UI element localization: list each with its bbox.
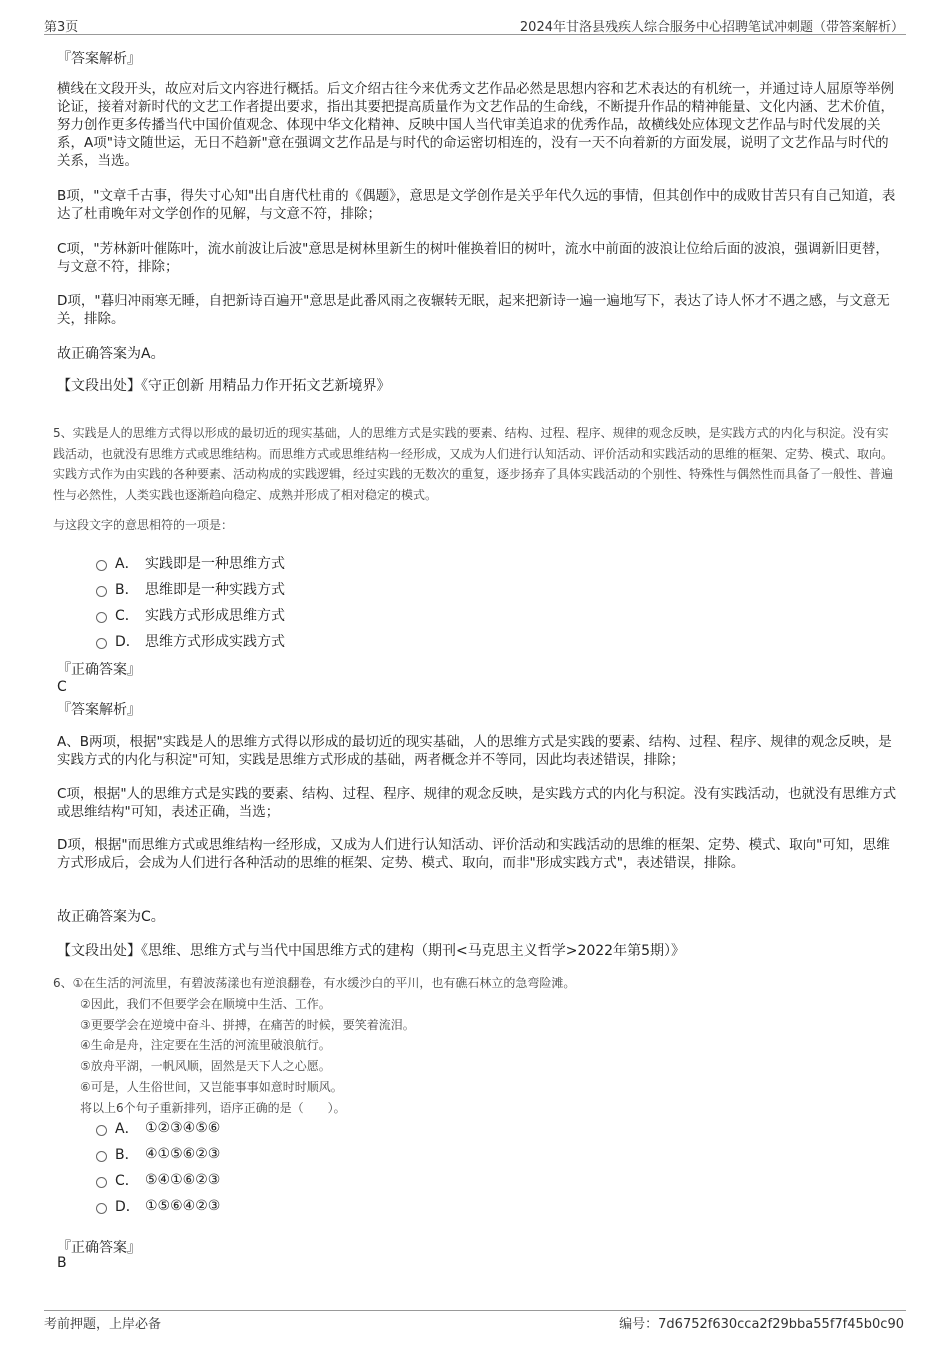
q6-sentence-6: ⑥可是，人生俗世间，又岂能事事如意时时顺风。 (80, 1080, 343, 1094)
q6-option-b[interactable] (96, 1144, 220, 1164)
page-number: 第3页 (44, 20, 79, 35)
q6-option-a[interactable] (96, 1118, 220, 1138)
paragraph: C项，"芳林新叶催陈叶，流水前波让后波"意思是树林里新生的树叶催换着旧的树叶，流水中前面的波浪让位给后面的波浪，强调新旧更替，与文意不符，排除； (57, 241, 889, 275)
q5-option-b[interactable] (96, 579, 285, 599)
paragraph: D项，根据"而思维方式或思维结构一经形成，又成为人们进行认知活动、评价活动和实践活动的思维的框架、定势、模式、取向"可知，思维方式形成后，会成为人们进行各种活动的思维的框架、定势、模式、取向，而非"形成实践方式"，表述错误，排除。 (57, 837, 890, 871)
radio-icon[interactable] (96, 586, 107, 597)
radio-icon[interactable] (96, 1125, 107, 1136)
option-letter: C． (115, 1173, 139, 1189)
radio-icon[interactable] (96, 1151, 107, 1162)
radio-icon[interactable] (96, 1177, 107, 1188)
q5-option-c[interactable] (96, 605, 285, 625)
q4-analysis-p2 (57, 187, 897, 223)
q4-analysis-p1 (57, 80, 897, 170)
q4-analysis-p3 (57, 240, 897, 276)
q4-analysis-label: 『答案解析』 (57, 51, 141, 67)
footer-divider (44, 1310, 906, 1311)
document-title: 2024年甘洛县残疾人综合服务中心招聘笔试冲刺题（带答案解析） (519, 20, 904, 35)
q6-sentence-1: 6、①在生活的河流里，有碧波荡漾也有逆浪翻卷，有水缓沙白的平川，也有礁石林立的急弯险滩。 (53, 976, 576, 990)
radio-icon[interactable] (96, 1203, 107, 1214)
footer-slogan: 考前押题，上岸必备 (44, 1317, 162, 1332)
option-text: 思维即是一种实践方式 (145, 582, 285, 598)
document-code: 编号：7d6752f630cca2f29bba55f7f45b0c90 (619, 1317, 904, 1332)
paragraph: 横线在文段开头，故应对后文内容进行概括。后文介绍古往今来优秀文艺作品必然是思想内容和艺术表达的有机统一，并通过诗人屈原等举例论证，接着对新时代的文艺工作者提出要求，指出其要把提高质量作为文艺作品的生命线，不断提升作品的精神能量、文化内涵、艺术价值，努力创作更多传播当代中国价值观念、体现中华文化精神、反映中国人当代审美追求的优秀作品，故横线处应体现文艺作品与时代发展的关系，A项"诗文随世运，无日不趋新"意在强调文艺作品是与时代的命运密切相连的，没有一天不向着新的方面发展，说明了文艺作品与时代的关系，当选。 (57, 81, 894, 169)
option-letter: B． (115, 582, 139, 598)
q5-conclusion: 故正确答案为C。 (57, 909, 165, 925)
header-divider (44, 34, 906, 35)
option-text: 思维方式形成实践方式 (145, 634, 285, 650)
option-text: ⑤④①⑥②③ (145, 1172, 221, 1188)
option-text: ①⑤⑥④②③ (145, 1198, 221, 1214)
option-letter: D． (115, 634, 140, 650)
option-letter: B． (115, 1147, 139, 1163)
q5-source: 【文段出处】《思维、思维方式与当代中国思维方式的建构（期刊<马克思主义哲学>2022年第5期）》 (57, 943, 685, 959)
q5-answer-label: 『正确答案』 (57, 662, 141, 678)
paragraph: A、B两项，根据"实践是人的思维方式得以形成的最切近的现实基础，人的思维方式是实践的要素、结构、过程、程序、规律的观念反映，是实践方式的内化与积淀"可知，实践是思维方式形成的基础，两者概念并不等同，因此均表述错误，排除； (57, 734, 892, 768)
option-text: ④①⑤⑥②③ (145, 1146, 221, 1162)
q5-answer: C (57, 679, 67, 695)
q5-analysis-p2 (57, 785, 897, 821)
q5-analysis-p3 (57, 836, 897, 872)
q6-answer: B (57, 1255, 67, 1271)
option-letter: C． (115, 608, 139, 624)
option-text: ①②③④⑤⑥ (145, 1120, 221, 1136)
q4-analysis-p4 (57, 292, 897, 328)
q6-sentence-3: ③更要学会在逆境中奋斗、拼搏，在痛苦的时候，要笑着流泪。 (80, 1018, 415, 1032)
option-text: 实践方式形成思维方式 (145, 608, 285, 624)
q4-source: 【文段出处】《守正创新 用精品力作开拓文艺新境界》 (57, 378, 391, 394)
q6-question: 将以上6个句子重新排列，语序正确的是（ ）。 (80, 1101, 346, 1115)
paragraph: C项，根据"人的思维方式是实践的要素、结构、过程、程序、规律的观念反映，是实践方式的内化与积淀。没有实践活动，也就没有思维方式或思维结构"可知，表述正确，当选； (57, 786, 897, 820)
q6-option-d[interactable] (96, 1196, 220, 1216)
paragraph: D项，"暮归冲雨寒无睡，自把新诗百遍开"意思是此番风雨之夜辗转无眠，起来把新诗一遍一遍地写下，表达了诗人怀才不遇之感，与文意无关，排除。 (57, 293, 890, 327)
radio-icon[interactable] (96, 612, 107, 623)
q4-conclusion: 故正确答案为A。 (57, 346, 165, 362)
option-text: 实践即是一种思维方式 (145, 556, 285, 572)
q5-analysis-p1 (57, 733, 897, 769)
paragraph: B项，"文章千古事，得失寸心知"出自唐代杜甫的《偶题》，意思是文学创作是关乎年代久远的事情，但其创作中的成败甘苦只有自己知道，表达了杜甫晚年对文学创作的见解，与文意不符，排除； (57, 188, 896, 222)
q5-stem: 5、实践是人的思维方式得以形成的最切近的现实基础，人的思维方式是实践的要素、结构、过程、程序、规律的观念反映，是实践方式的内化与积淀。没有实践活动，也就没有思维方式或思维结构。而思维方式或思维结构一经形成，又成为人们进行认知活动、评价活动和实践活动的思维的框架、定势、模式、取向。实践方式作为由实践的各种要素、活动构成的实践逻辑，经过实践的无数次的重复，逐步扬弃了具体实践活动的个别性、特殊性与偶然性而具备了一般性、普遍性与必然性，人类实践也逐渐趋向稳定、成熟并形成了相对稳定的模式。 (53, 426, 894, 502)
radio-icon[interactable] (96, 560, 107, 571)
option-letter: A． (115, 1121, 139, 1137)
option-letter: A． (115, 556, 139, 572)
option-letter: D． (115, 1199, 140, 1215)
q5-option-d[interactable] (96, 631, 285, 651)
radio-icon[interactable] (96, 638, 107, 649)
q6-sentence-4: ④生命是舟，注定要在生活的河流里破浪航行。 (80, 1038, 331, 1052)
q6-sentence-2: ②因此，我们不但要学会在顺境中生活、工作。 (80, 997, 331, 1011)
q6-sentence-5: ⑤放舟平湖，一帆风顺，固然是天下人之心愿。 (80, 1059, 331, 1073)
q5-option-a[interactable] (96, 553, 285, 573)
q5-question: 与这段文字的意思相符的一项是： (53, 518, 234, 532)
q5-analysis-label: 『答案解析』 (57, 702, 141, 718)
q6-answer-label: 『正确答案』 (57, 1240, 141, 1256)
q6-option-c[interactable] (96, 1170, 220, 1190)
